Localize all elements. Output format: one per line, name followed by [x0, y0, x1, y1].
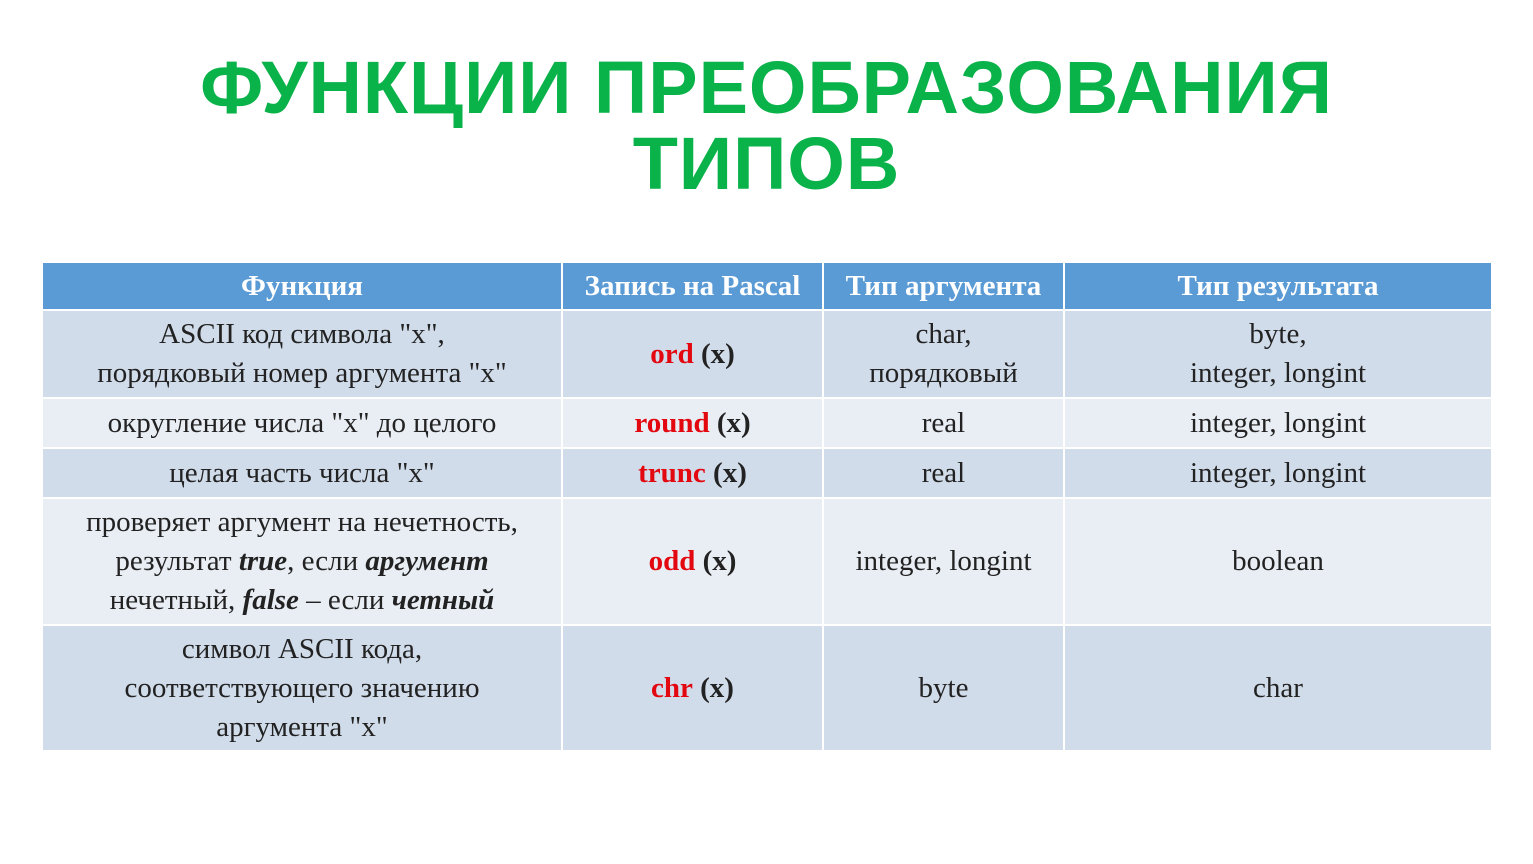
function-description: символ ASCII кода, соответствующего значению аргумента "x" [42, 625, 562, 751]
table-header-row [42, 262, 1492, 310]
header-pascal-notation: Запись на Pascal [562, 262, 823, 310]
argument-type: byte [823, 625, 1064, 751]
function-description: ASCII код символа "x", порядковый номер аргумента "x" [42, 310, 562, 398]
function-description: целая часть числа "x" [42, 448, 562, 498]
function-description: проверяет аргумент на нечетность, результат true, если аргумент нечетный, false – если четный [42, 498, 562, 625]
page-title [0, 46, 1533, 205]
table-row [42, 625, 1492, 751]
page-title-line-2: ТИПОВ [632, 122, 901, 205]
result-type: char [1064, 625, 1492, 751]
pascal-notation [562, 448, 823, 498]
argument-type: real [823, 448, 1064, 498]
pascal-notation [562, 398, 823, 448]
function-argument: (x) [713, 456, 747, 489]
function-argument: (x) [716, 406, 751, 439]
table-row [42, 448, 1492, 498]
function-argument: (x) [700, 337, 735, 370]
function-description: округление числа "x" до целого [42, 398, 562, 448]
conversion-functions-table [41, 261, 1493, 752]
table-row [42, 398, 1492, 448]
page-title-line-1: ФУНКЦИИ ПРЕОБРАЗОВАНИЯ [200, 46, 1333, 129]
pascal-notation [562, 498, 823, 625]
function-name: ord [650, 337, 694, 370]
pascal-notation [562, 625, 823, 751]
pascal-notation [562, 310, 823, 398]
function-name: round [634, 406, 710, 439]
table-row [42, 498, 1492, 625]
result-type: integer, longint [1064, 448, 1492, 498]
argument-type: char, порядковый [823, 310, 1064, 398]
function-argument: (x) [700, 671, 734, 704]
header-argument-type: Тип аргумента [823, 262, 1064, 310]
function-argument: (x) [702, 545, 737, 577]
function-name: chr [651, 671, 693, 704]
result-type: integer, longint [1064, 398, 1492, 448]
function-name: trunc [638, 456, 706, 489]
result-type: boolean [1064, 498, 1492, 625]
argument-type: integer, longint [823, 498, 1064, 625]
argument-type: real [823, 398, 1064, 448]
result-type: byte, integer, longint [1064, 310, 1492, 398]
header-function: Функция [42, 262, 562, 310]
header-result-type: Тип результата [1064, 262, 1492, 310]
function-name: odd [648, 545, 696, 577]
table-row [42, 310, 1492, 398]
